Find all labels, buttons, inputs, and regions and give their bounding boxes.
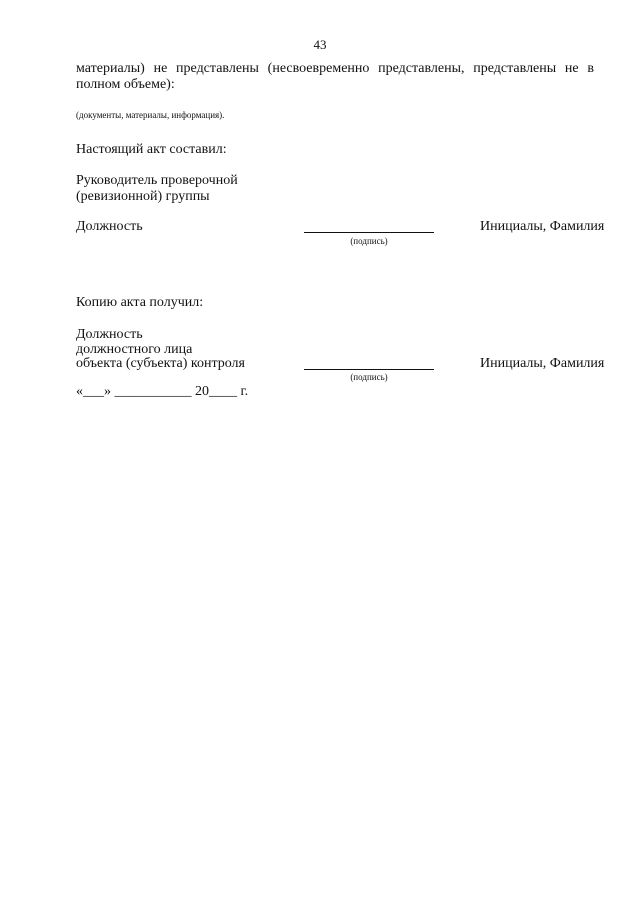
received-role-line-2: должностного лица: [76, 342, 193, 357]
received-heading: Копию акта получил:: [76, 295, 204, 310]
received-name-label: Инициалы, Фамилия: [480, 356, 605, 371]
received-role-line-1: Должность: [76, 327, 143, 342]
compiled-signature-line: [304, 232, 434, 233]
compiled-position-label: Должность: [76, 219, 143, 234]
received-signature-line: [304, 369, 434, 370]
received-role-line-3: объекта (субъекта) контроля: [76, 356, 245, 371]
compiled-role-line-1: Руководитель проверочной: [76, 173, 238, 188]
compiled-role-line-2: (ревизионной) группы: [76, 189, 210, 204]
paragraph-line-2: полном объеме):: [76, 77, 175, 92]
compiled-heading: Настоящий акт составил:: [76, 142, 227, 157]
paragraph-line-1: материалы) не представлены (несвоевременно представлены, представлены не в: [76, 61, 594, 76]
compiled-name-label: Инициалы, Фамилия: [480, 219, 605, 234]
page-number: 43: [313, 37, 327, 52]
compiled-signature-caption: (подпись): [350, 236, 388, 246]
paragraph-note: (документы, материалы, информация).: [76, 110, 225, 120]
received-signature-caption: (подпись): [350, 372, 388, 382]
received-date-line: «___» ___________ 20____ г.: [76, 384, 249, 399]
